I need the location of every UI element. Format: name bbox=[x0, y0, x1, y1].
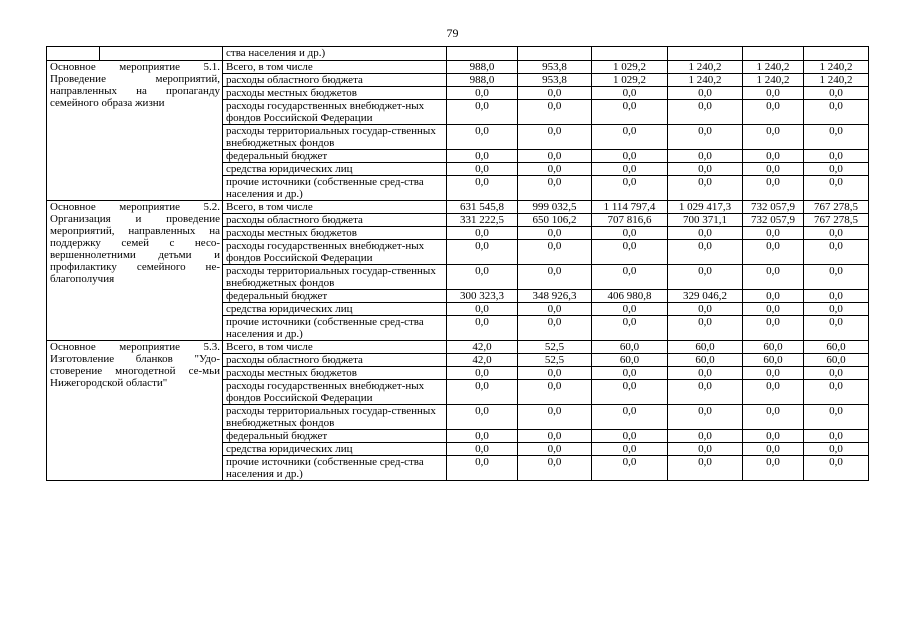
source-cell: расходы государственных внебюджет-ных фондов Российской Федерации bbox=[223, 380, 447, 405]
value-cell: 0,0 bbox=[743, 100, 804, 125]
value-cell: 0,0 bbox=[804, 227, 869, 240]
value-cell: 0,0 bbox=[668, 380, 743, 405]
value-cell: 60,0 bbox=[668, 341, 743, 354]
value-cell: 953,8 bbox=[518, 61, 592, 74]
value-cell: 0,0 bbox=[743, 303, 804, 316]
value-cell: 0,0 bbox=[743, 176, 804, 201]
value-cell: 0,0 bbox=[592, 265, 668, 290]
value-cell: 0,0 bbox=[518, 303, 592, 316]
value-cell: 0,0 bbox=[743, 290, 804, 303]
value-cell: 0,0 bbox=[518, 380, 592, 405]
source-cell: расходы территориальных государ-ственных внебюджетных фондов bbox=[223, 125, 447, 150]
value-cell: 1 029,2 bbox=[592, 61, 668, 74]
value-cell: 0,0 bbox=[592, 405, 668, 430]
value-cell: 0,0 bbox=[804, 367, 869, 380]
value-cell: 60,0 bbox=[743, 354, 804, 367]
carryover-value-cell bbox=[518, 47, 592, 61]
value-cell: 0,0 bbox=[592, 380, 668, 405]
value-cell: 650 106,2 bbox=[518, 214, 592, 227]
value-cell: 0,0 bbox=[668, 456, 743, 481]
value-cell: 0,0 bbox=[447, 265, 518, 290]
value-cell: 631 545,8 bbox=[447, 201, 518, 214]
value-cell: 0,0 bbox=[518, 443, 592, 456]
value-cell: 0,0 bbox=[743, 240, 804, 265]
value-cell: 0,0 bbox=[668, 87, 743, 100]
value-cell: 0,0 bbox=[743, 316, 804, 341]
carryover-value-cell bbox=[592, 47, 668, 61]
carryover-event-subcell bbox=[47, 47, 100, 60]
value-cell: 406 980,8 bbox=[592, 290, 668, 303]
value-cell: 0,0 bbox=[743, 456, 804, 481]
value-cell: 60,0 bbox=[592, 354, 668, 367]
value-cell: 0,0 bbox=[447, 303, 518, 316]
value-cell: 0,0 bbox=[447, 240, 518, 265]
value-cell: 0,0 bbox=[668, 125, 743, 150]
source-cell: расходы государственных внебюджет-ных фондов Российской Федерации bbox=[223, 100, 447, 125]
value-cell: 0,0 bbox=[447, 176, 518, 201]
source-cell: расходы местных бюджетов bbox=[223, 87, 447, 100]
value-cell: 0,0 bbox=[743, 163, 804, 176]
value-cell: 0,0 bbox=[804, 163, 869, 176]
value-cell: 732 057,9 bbox=[743, 201, 804, 214]
budget-table bbox=[46, 46, 869, 481]
value-cell: 0,0 bbox=[804, 380, 869, 405]
value-cell: 0,0 bbox=[592, 456, 668, 481]
value-cell: 732 057,9 bbox=[743, 214, 804, 227]
event-title-cell: Основное мероприятие 5.3. Изготовление бланков "Удо-стоверение многодетной се-мьи Нижегородской области" bbox=[47, 341, 223, 481]
value-cell: 0,0 bbox=[804, 176, 869, 201]
value-cell: 0,0 bbox=[518, 227, 592, 240]
value-cell: 0,0 bbox=[668, 303, 743, 316]
source-cell: Всего, в том числе bbox=[223, 61, 447, 74]
value-cell: 0,0 bbox=[804, 316, 869, 341]
value-cell: 0,0 bbox=[447, 150, 518, 163]
value-cell: 0,0 bbox=[668, 176, 743, 201]
event-title-cell: Основное мероприятие 5.1. Проведение мероприятий, направленных на пропаганду семейного образа жизни bbox=[47, 61, 223, 201]
source-cell: расходы территориальных государ-ственных внебюджетных фондов bbox=[223, 265, 447, 290]
value-cell: 0,0 bbox=[518, 456, 592, 481]
source-cell: расходы территориальных государ-ственных внебюджетных фондов bbox=[223, 405, 447, 430]
value-cell: 0,0 bbox=[518, 87, 592, 100]
value-cell: 0,0 bbox=[518, 316, 592, 341]
source-cell: Всего, в том числе bbox=[223, 201, 447, 214]
source-cell: федеральный бюджет bbox=[223, 430, 447, 443]
value-cell: 707 816,6 bbox=[592, 214, 668, 227]
value-cell: 0,0 bbox=[518, 265, 592, 290]
value-cell: 999 032,5 bbox=[518, 201, 592, 214]
source-cell: Всего, в том числе bbox=[223, 341, 447, 354]
value-cell: 0,0 bbox=[804, 405, 869, 430]
value-cell: 0,0 bbox=[592, 150, 668, 163]
value-cell: 0,0 bbox=[743, 265, 804, 290]
value-cell: 0,0 bbox=[804, 100, 869, 125]
table-row bbox=[47, 201, 869, 214]
value-cell: 329 046,2 bbox=[668, 290, 743, 303]
value-cell: 0,0 bbox=[592, 227, 668, 240]
value-cell: 0,0 bbox=[592, 316, 668, 341]
value-cell: 0,0 bbox=[447, 367, 518, 380]
value-cell: 0,0 bbox=[592, 100, 668, 125]
value-cell: 0,0 bbox=[668, 443, 743, 456]
value-cell: 60,0 bbox=[804, 341, 869, 354]
value-cell: 0,0 bbox=[743, 87, 804, 100]
value-cell: 988,0 bbox=[447, 74, 518, 87]
value-cell: 0,0 bbox=[518, 125, 592, 150]
source-cell: расходы областного бюджета bbox=[223, 354, 447, 367]
value-cell: 0,0 bbox=[518, 176, 592, 201]
value-cell: 0,0 bbox=[592, 240, 668, 265]
value-cell: 953,8 bbox=[518, 74, 592, 87]
source-cell: расходы местных бюджетов bbox=[223, 367, 447, 380]
table-row bbox=[47, 61, 869, 74]
page-number: 79 bbox=[446, 26, 459, 40]
value-cell: 0,0 bbox=[447, 430, 518, 443]
value-cell: 0,0 bbox=[668, 367, 743, 380]
value-cell: 0,0 bbox=[592, 125, 668, 150]
source-cell: расходы государственных внебюджет-ных фондов Российской Федерации bbox=[223, 240, 447, 265]
value-cell: 767 278,5 bbox=[804, 201, 869, 214]
source-cell: федеральный бюджет bbox=[223, 290, 447, 303]
value-cell: 0,0 bbox=[592, 303, 668, 316]
value-cell: 0,0 bbox=[592, 87, 668, 100]
value-cell: 0,0 bbox=[743, 430, 804, 443]
source-cell: средства юридических лиц bbox=[223, 443, 447, 456]
value-cell: 0,0 bbox=[447, 316, 518, 341]
value-cell: 0,0 bbox=[743, 405, 804, 430]
value-cell: 0,0 bbox=[804, 125, 869, 150]
value-cell: 1 029,2 bbox=[592, 74, 668, 87]
carryover-event-cell bbox=[47, 47, 223, 61]
value-cell: 0,0 bbox=[518, 150, 592, 163]
value-cell: 988,0 bbox=[447, 61, 518, 74]
value-cell: 0,0 bbox=[518, 163, 592, 176]
value-cell: 0,0 bbox=[668, 163, 743, 176]
value-cell: 0,0 bbox=[804, 443, 869, 456]
value-cell: 0,0 bbox=[447, 227, 518, 240]
value-cell: 331 222,5 bbox=[447, 214, 518, 227]
carryover-value-cell bbox=[447, 47, 518, 61]
value-cell: 348 926,3 bbox=[518, 290, 592, 303]
value-cell: 60,0 bbox=[668, 354, 743, 367]
source-cell: прочие источники (собственные сред-ства населения и др.) bbox=[223, 176, 447, 201]
value-cell: 0,0 bbox=[668, 227, 743, 240]
value-cell: 0,0 bbox=[518, 100, 592, 125]
source-cell: средства юридических лиц bbox=[223, 163, 447, 176]
carryover-row bbox=[47, 47, 869, 61]
value-cell: 0,0 bbox=[447, 405, 518, 430]
value-cell: 0,0 bbox=[518, 430, 592, 443]
source-cell: расходы областного бюджета bbox=[223, 214, 447, 227]
value-cell: 0,0 bbox=[804, 303, 869, 316]
source-cell: прочие источники (собственные сред-ства населения и др.) bbox=[223, 456, 447, 481]
value-cell: 1 240,2 bbox=[804, 74, 869, 87]
carryover-value-cell bbox=[743, 47, 804, 61]
value-cell: 0,0 bbox=[518, 367, 592, 380]
value-cell: 1 240,2 bbox=[804, 61, 869, 74]
value-cell: 0,0 bbox=[668, 405, 743, 430]
value-cell: 0,0 bbox=[743, 367, 804, 380]
value-cell: 0,0 bbox=[447, 125, 518, 150]
source-cell: расходы местных бюджетов bbox=[223, 227, 447, 240]
value-cell: 0,0 bbox=[743, 227, 804, 240]
value-cell: 1 114 797,4 bbox=[592, 201, 668, 214]
value-cell: 1 240,2 bbox=[743, 61, 804, 74]
value-cell: 0,0 bbox=[743, 125, 804, 150]
value-cell: 700 371,1 bbox=[668, 214, 743, 227]
value-cell: 0,0 bbox=[743, 443, 804, 456]
value-cell: 60,0 bbox=[743, 341, 804, 354]
value-cell: 1 240,2 bbox=[668, 74, 743, 87]
value-cell: 60,0 bbox=[804, 354, 869, 367]
value-cell: 0,0 bbox=[592, 430, 668, 443]
value-cell: 0,0 bbox=[804, 290, 869, 303]
value-cell: 0,0 bbox=[804, 87, 869, 100]
value-cell: 0,0 bbox=[592, 367, 668, 380]
value-cell: 42,0 bbox=[447, 354, 518, 367]
event-title-cell: Основное мероприятие 5.2. Организация и проведение мероприятий, направленных на поддержку семей с несо-вершеннолетними детьми и профилактику семейного не-благополучия bbox=[47, 201, 223, 341]
value-cell: 0,0 bbox=[668, 100, 743, 125]
value-cell: 0,0 bbox=[804, 430, 869, 443]
value-cell: 0,0 bbox=[447, 456, 518, 481]
value-cell: 1 029 417,3 bbox=[668, 201, 743, 214]
value-cell: 300 323,3 bbox=[447, 290, 518, 303]
value-cell: 0,0 bbox=[518, 240, 592, 265]
value-cell: 1 240,2 bbox=[743, 74, 804, 87]
value-cell: 0,0 bbox=[447, 163, 518, 176]
source-cell: расходы областного бюджета bbox=[223, 74, 447, 87]
value-cell: 0,0 bbox=[804, 456, 869, 481]
value-cell: 0,0 bbox=[447, 443, 518, 456]
value-cell: 0,0 bbox=[668, 240, 743, 265]
value-cell: 0,0 bbox=[668, 430, 743, 443]
carryover-value-cell bbox=[668, 47, 743, 61]
value-cell: 0,0 bbox=[447, 87, 518, 100]
value-cell: 0,0 bbox=[804, 150, 869, 163]
value-cell: 0,0 bbox=[668, 316, 743, 341]
value-cell: 52,5 bbox=[518, 354, 592, 367]
carryover-value-cell bbox=[804, 47, 869, 61]
source-cell: прочие источники (собственные сред-ства населения и др.) bbox=[223, 316, 447, 341]
value-cell: 767 278,5 bbox=[804, 214, 869, 227]
value-cell: 0,0 bbox=[804, 265, 869, 290]
table-row bbox=[47, 341, 869, 354]
value-cell: 60,0 bbox=[592, 341, 668, 354]
value-cell: 0,0 bbox=[592, 163, 668, 176]
carryover-source-cell: ства населения и др.) bbox=[223, 47, 447, 61]
value-cell: 0,0 bbox=[668, 150, 743, 163]
value-cell: 0,0 bbox=[743, 380, 804, 405]
value-cell: 0,0 bbox=[804, 240, 869, 265]
value-cell: 1 240,2 bbox=[668, 61, 743, 74]
value-cell: 0,0 bbox=[592, 176, 668, 201]
value-cell: 42,0 bbox=[447, 341, 518, 354]
value-cell: 0,0 bbox=[447, 380, 518, 405]
value-cell: 0,0 bbox=[743, 150, 804, 163]
source-cell: средства юридических лиц bbox=[223, 303, 447, 316]
source-cell: федеральный бюджет bbox=[223, 150, 447, 163]
value-cell: 0,0 bbox=[518, 405, 592, 430]
value-cell: 0,0 bbox=[592, 443, 668, 456]
value-cell: 0,0 bbox=[668, 265, 743, 290]
value-cell: 0,0 bbox=[447, 100, 518, 125]
value-cell: 52,5 bbox=[518, 341, 592, 354]
